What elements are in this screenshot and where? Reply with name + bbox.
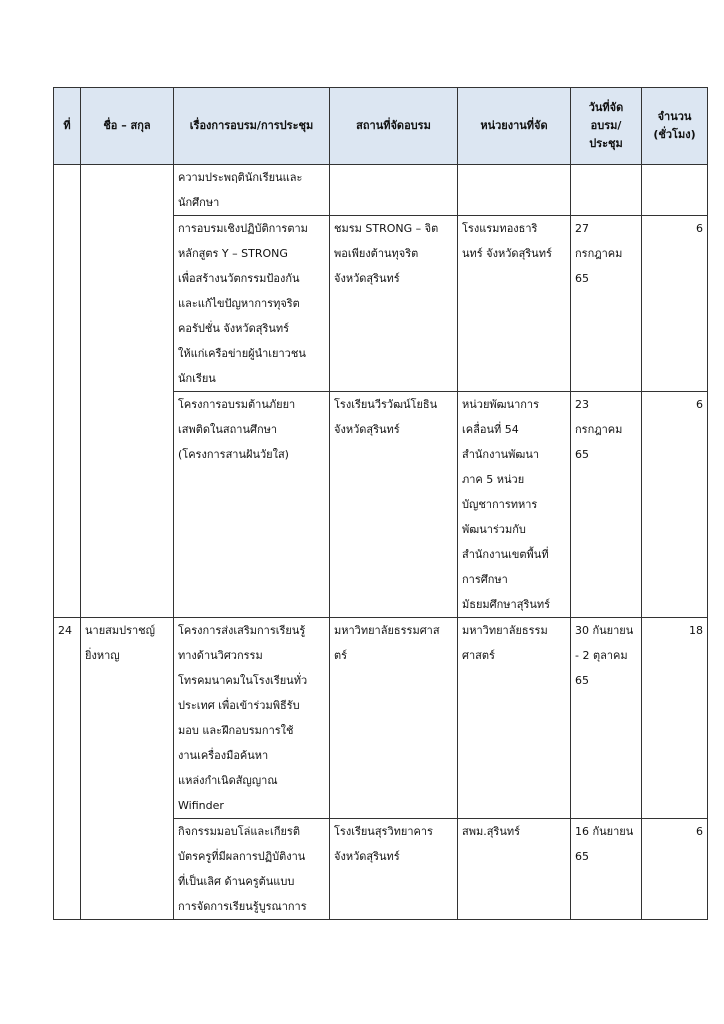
cell-organizer: สพม.สุรินทร์ (458, 819, 571, 920)
cell-date: 23 กรกฎาคม 65 (571, 392, 642, 618)
header-place: สถานที่จัดอบรม (330, 88, 458, 165)
cell-date: 30 กันยายน - 2 ตุลาคม 65 (571, 618, 642, 819)
cell-organizer: หน่วยพัฒนาการ เคลื่อนที่ 54 สำนักงานพัฒนา ภาค 5 หน่วย บัญชาการทหาร พัฒนาร่วมกับ สำนักงานเขตพื้นที่ การศึกษา มัธยมศึกษาสุรินทร์ (458, 392, 571, 618)
cell-name (81, 165, 174, 618)
table-row (54, 618, 708, 819)
table-row (54, 165, 708, 216)
cell-hours (642, 165, 708, 216)
header-name: ชื่อ – สกุล (81, 88, 174, 165)
cell-place: มหาวิทยาลัยธรรมศาส ตร์ (330, 618, 458, 819)
training-records-table (53, 87, 708, 920)
cell-place: โรงเรียนสุรวิทยาคาร จังหวัดสุรินทร์ (330, 819, 458, 920)
cell-place: โรงเรียนวีรวัฒน์โยธิน จังหวัดสุรินทร์ (330, 392, 458, 618)
header-date: วันที่จัด อบรม/ ประชุม (571, 88, 642, 165)
cell-hours: 6 (642, 819, 708, 920)
cell-topic: การอบรมเชิงปฏิบัติการตาม หลักสูตร Y – STRONG เพื่อสร้างนวัตกรรมป้องกัน และแก้ไขปัญหาการทุจริต คอรัปชั่น จังหวัดสุรินทร์ ให้แก่เครือข่ายผู้นำเยาวชน นักเรียน (174, 216, 330, 392)
cell-topic: โครงการส่งเสริมการเรียนรู้ ทางด้านวิศวกรรม โทรคมนาคมในโรงเรียนทั่ว ประเทศ เพื่อเข้าร่วมพิธีรับ มอบ และฝึกอบรมการใช้ งานเครื่องมือค้นหา แหล่งกำเนิดสัญญาณ Wifinder (174, 618, 330, 819)
cell-hours: 6 (642, 392, 708, 618)
cell-hours: 6 (642, 216, 708, 392)
header-hours: จำนวน (ชั่วโมง) (642, 88, 708, 165)
cell-date (571, 165, 642, 216)
cell-place (330, 165, 458, 216)
cell-organizer (458, 165, 571, 216)
header-organizer: หน่วยงานที่จัด (458, 88, 571, 165)
header-no: ที่ (54, 88, 81, 165)
cell-organizer: มหาวิทยาลัยธรรม ศาสตร์ (458, 618, 571, 819)
cell-topic: ความประพฤตินักเรียนและ นักศึกษา (174, 165, 330, 216)
cell-place: ชมรม STRONG – จิต พอเพียงต้านทุจริต จังหวัดสุรินทร์ (330, 216, 458, 392)
cell-topic: โครงการอบรมต้านภัยยา เสพติดในสถานศึกษา (โครงการสานฝันวัยใส) (174, 392, 330, 618)
cell-no: 24 (54, 618, 81, 920)
table-header-row (54, 88, 708, 165)
cell-date: 27 กรกฎาคม 65 (571, 216, 642, 392)
cell-name: นายสมปราชญ์ ยิ่งหาญ (81, 618, 174, 920)
cell-date: 16 กันยายน 65 (571, 819, 642, 920)
cell-organizer: โรงแรมทองธาริ นทร์ จังหวัดสุรินทร์ (458, 216, 571, 392)
header-topic: เรื่องการอบรม/การประชุม (174, 88, 330, 165)
cell-hours: 18 (642, 618, 708, 819)
cell-no (54, 165, 81, 618)
cell-topic: กิจกรรมมอบโล่และเกียรติ บัตรครูที่มีผลการปฏิบัติงาน ที่เป็นเลิศ ด้านครูต้นแบบ การจัดการเรียนรู้บูรณาการ (174, 819, 330, 920)
